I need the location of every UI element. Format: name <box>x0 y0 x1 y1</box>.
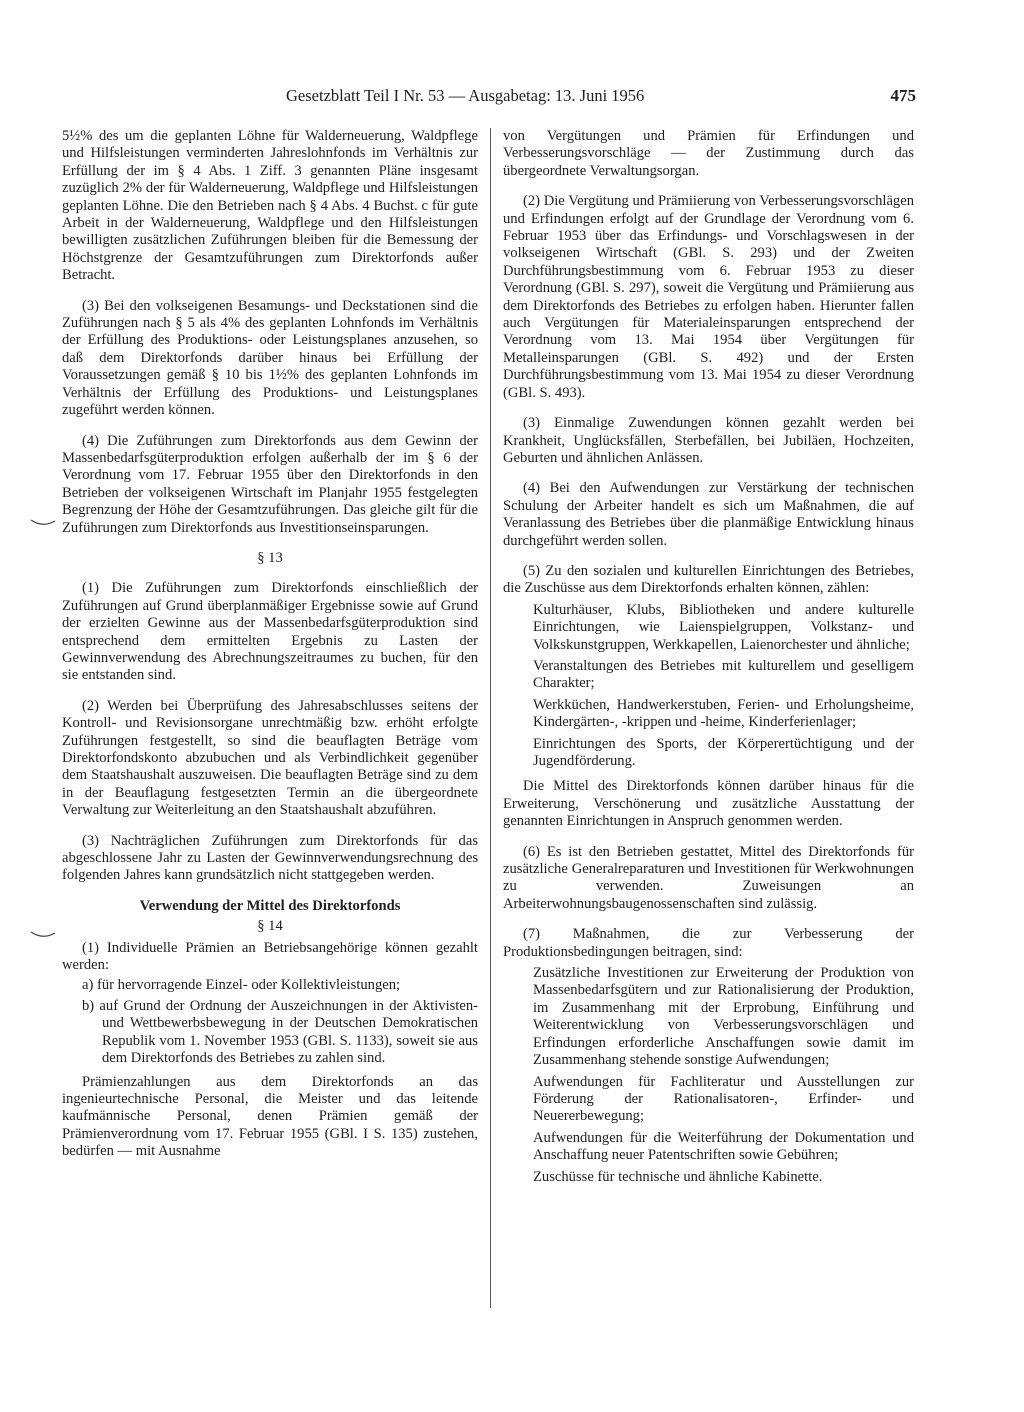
paragraph: (2) Werden bei Überprüfung des Jahresabschlusses seitens der Kontroll- und Revisionsorgane unrechtmäßig bzw. erhöht erfolgte Zuführungen festgestellt, so sind die beauflagten Beträge vom Direktorfondskonto abzubuchen und als Verbindlichkeit gegenüber dem Staatshaushalt auszuweisen. Die beauflagten Beträge sind zu dem in der Beauflagung festgesetzten Termin an die übergeordnete Verwaltung zur Weiterleitung an den Staatshaushalt abzuführen. <box>62 697 478 819</box>
margin-mark <box>30 518 56 528</box>
page-header-title: Gesetzblatt Teil I Nr. 53 — Ausgabetag: 13. Juni 1956 <box>286 86 645 105</box>
paragraph: Prämienzahlungen aus dem Direktorfonds an das ingenieurtechnische Personal, die Meister und das leitende kaufmännische Personal, denen Prämien gemäß der Prämienverordnung vom 17. Februar 1955 (GBl. I S. 135) zustehen, bedürfen — mit Ausnahme <box>62 1073 478 1160</box>
paragraph: von Vergütungen und Prämien für Erfindungen und Verbesserungsvorschläge — der Zustimmung durch das übergeordnete Verwaltungsorgan. <box>503 128 914 179</box>
column-divider <box>490 128 491 1308</box>
paragraph: (3) Nachträglichen Zuführungen zum Direktorfonds für das abgeschlossene Jahr zu Lasten der Gewinnverwendungsrechnung des folgenden Jahres kann grundsätzlich nicht stattgegeben werden. <box>62 832 478 884</box>
list-item: Aufwendungen für die Weiterführung der Dokumentation und Anschaffung neuer Patentschriften sowie Gebühren; <box>533 1129 914 1164</box>
section-number: § 13 <box>257 549 283 566</box>
paragraph: 5½% des um die geplanten Löhne für Walderneuerung, Waldpflege und Hilfsleistungen verminderten Jahreslohnfonds im Verhältnis zur Erfüllung der im § 4 Abs. 1 Ziff. 3 genannten Pläne insgesamt zuzüglich 2% der für Walderneuerung, Waldpflege und Hilfsleistungen geplanten Löhne. Die den Betrieben nach § 4 Abs. 4 Buchst. c für gute Arbeit in der Walderneuerung, Waldpflege und den Hilfsleistungen bewilligten zusätzlichen Zuführungen bleiben für die Bemessung der Höchstgrenze der Gesamtzuführungen zum Direktorfonds außer Betracht. <box>62 128 478 284</box>
paragraph: (6) Es ist den Betrieben gestattet, Mittel des Direktorfonds für zusätzliche Generalreparaturen und Investitionen für Werkwohnungen zu verwenden. Zuweisungen an Arbeiterwohnungsbaugenossenschaften sind zulässig. <box>503 843 914 912</box>
right-column <box>503 128 914 1186</box>
list-item: Zusätzliche Investitionen zur Erweiterung der Produktion von Massenbedarfsgütern und zur Rationalisierung der Produktion, im Zusammenhang mit der Erprobung, Einführung und Weiterentwicklung von Verbesserungsvorschlägen und Erfindungen erforderliche Anschaffungen sowie damit im Zusammenhang stehende sonstige Aufwendungen; <box>533 965 914 1069</box>
paragraph: (2) Die Vergütung und Prämiierung von Verbesserungsvorschlägen und Erfindungen erfolgt auf der Grundlage der Verordnung vom 6. Februar 1953 über das Erfindungs- und Vorschlagswesen in der volkseigenen Wirtschaft (GBl. S. 293) und der Zweiten Durchführungsbestimmung vom 6. Februar 1953 zu dieser Verordnung (GBl. S. 297), soweit die Vergütung und Prämiierung aus dem Direktorfonds des Betriebes zu erfolgen haben. Hierunter fallen auch Vergütungen für Materialeinsparungen entsprechend der Verordnung vom 13. Mai 1954 über Vergütungen für Metalleinsparungen (GBl. S. 492) und der Ersten Durchführungsbestimmung vom 13. Mai 1954 zu dieser Verordnung (GBl. S. 493). <box>503 193 914 401</box>
list-item: Kulturhäuser, Klubs, Bibliotheken und andere kulturelle Einrichtungen, wie Laienspielgruppen, Volkstanz- und Volkskunstgruppen, Werkkapellen, Laienorchester und ähnliche; <box>533 601 914 653</box>
list-item: Zuschüsse für technische und ähnliche Kabinette. <box>533 1168 823 1185</box>
list-item: Aufwendungen für Fachliteratur und Ausstellungen zur Förderung der Rationalisatoren-, Erfinder- und Neuererbewegung; <box>533 1073 914 1125</box>
section-heading: Verwendung der Mittel des Direktorfonds <box>139 897 401 914</box>
list-item: Veranstaltungen des Betriebes mit kulturellem und geselligem Charakter; <box>533 657 914 692</box>
paragraph: (3) Einmalige Zuwendungen können gezahlt werden bei Krankheit, Unglücksfällen, Sterbefällen, bei Jubiläen, Hochzeiten, Geburten und ähnlichen Anlässen. <box>503 415 914 466</box>
margin-mark <box>30 930 56 940</box>
paragraph: (4) Die Zuführungen zum Direktorfonds aus dem Gewinn der Massenbedarfsgüterproduktion erfolgen außerhalb der im § 6 der Verordnung vom 17. Februar 1955 über den Direktorfonds in den Betrieben der volkseigenen Wirtschaft im Planjahr 1955 festgelegten Begrenzung der Höhe der Gesamtzuführungen. Das gleiche gilt für die Zuführungen zum Direktorfonds aus Investitionseinsparungen. <box>62 432 478 536</box>
paragraph: (3) Bei den volkseigenen Besamungs- und Deckstationen sind die Zuführungen nach § 5 als 4% des geplanten Lohnfonds im Verhältnis der Erfüllung des Produktions- oder Leistungsplanes anzusehen, so daß dem Direktorfonds darüber hinaus bei Erfüllung der Voraussetzungen gemäß § 10 bis 1½% des geplanten Lohnfonds im Verhältnis der Erfüllung des Produktions- und Leistungsplanes zugeführt werden können. <box>62 297 478 419</box>
page-header <box>60 86 940 110</box>
list-item: Einrichtungen des Sports, der Körperertüchtigung und der Jugendförderung. <box>533 735 914 769</box>
paragraph: (1) Individuelle Prämien an Betriebsangehörige können gezahlt werden: <box>62 939 478 974</box>
paragraph: (4) Bei den Aufwendungen zur Verstärkung der technischen Schulung der Arbeiter handelt es sich um Maßnahmen, die auf Veranlassung des Betriebes über die planmäßige Entwicklung hinaus durchgeführt werden sollen. <box>503 480 914 549</box>
paragraph: (1) Die Zuführungen zum Direktorfonds einschließlich der Zuführungen auf Grund überplanmäßiger Ergebnisse sowie auf Grund der erzielten Gewinne aus der Massenbedarfsgüterproduktion sind entsprechend dem ermittelten Ergebnis zu Lasten der Gewinnverwendung des Abrechnungszeitraumes zu buchen, für den sie entstanden sind. <box>62 580 478 684</box>
paragraph: Die Mittel des Direktorfonds können darüber hinaus für die Erweiterung, Verschönerung und zusätzliche Ausstattung der genannten Einrichtungen in Anspruch genommen werden. <box>503 778 914 830</box>
left-column <box>62 128 478 1161</box>
paragraph: (5) Zu den sozialen und kulturellen Einrichtungen des Betriebes, die Zuschüsse aus dem Direktorfonds erhalten können, zählen: <box>503 562 914 597</box>
list-item: b) auf Grund der Ordnung der Auszeichnungen in der Aktivisten- und Wettbewerbsbewegung in der Deutschen Demokratischen Republik vom 1. November 1953 (GBl. S. 1133), soweit sie aus dem Direktorfonds des Betriebes zu zahlen sind. <box>82 997 478 1067</box>
list-item: Werkküchen, Handwerkerstuben, Ferien- und Erholungsheime, Kindergärten-, -krippen und -heime, Kinderferienlager; <box>533 696 914 731</box>
section-number: § 14 <box>257 918 283 935</box>
list-item: a) für hervorragende Einzel- oder Kollektivleistungen; <box>82 977 401 994</box>
page-number: 475 <box>890 86 916 105</box>
paragraph: (7) Maßnahmen, die zur Verbesserung der Produktionsbedingungen beitragen, sind: <box>503 926 914 960</box>
